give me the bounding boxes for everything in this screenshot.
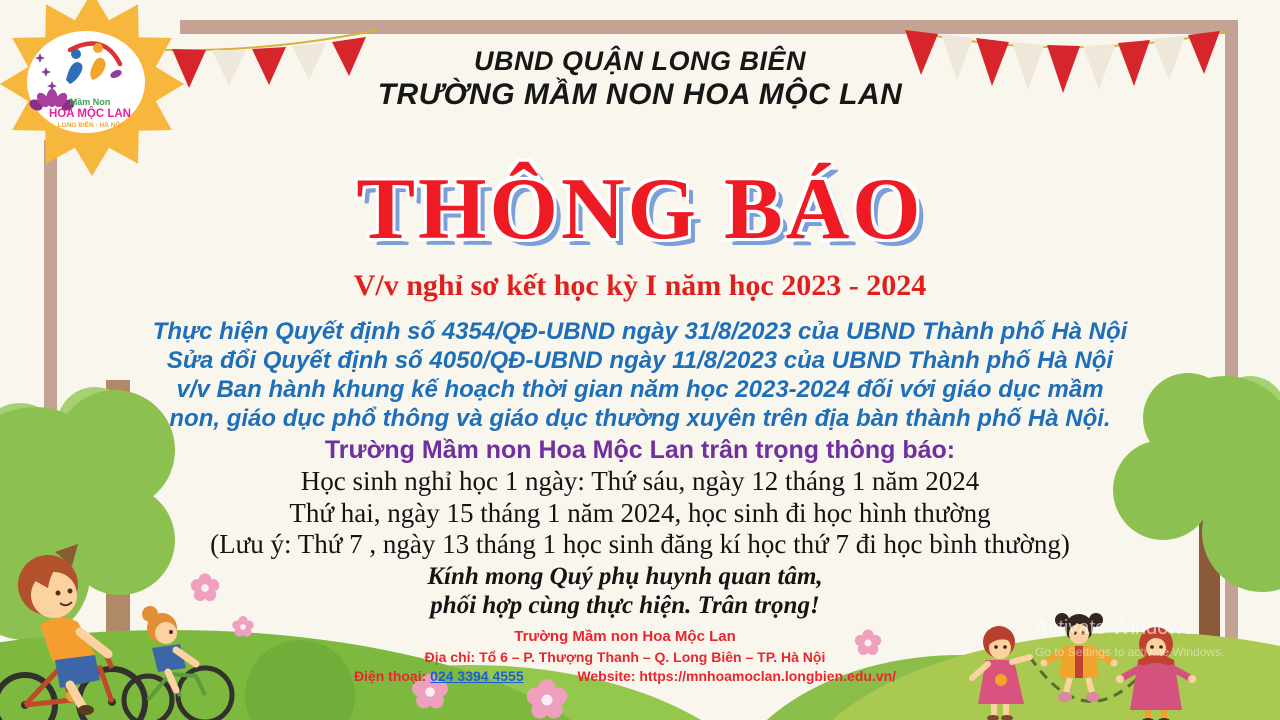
footer-school-name: Trường Mầm non Hoa Mộc Lan	[514, 628, 736, 645]
legal-basis-line-4: non, giáo dục phổ thông và giáo dục thường xuyên trên địa bàn thành phố Hà Nội.	[169, 405, 1111, 432]
logo-text-name: HOA MỘC LAN	[49, 108, 131, 120]
notice-subject: V/v nghỉ sơ kết học kỳ I năm học 2023 - 2024	[353, 269, 927, 302]
footer-phone-label: Điện thoại:	[353, 668, 427, 684]
announcement-line-3: (Lưu ý: Thứ 7 , ngày 13 tháng 1 học sinh đăng kí học thứ 7 đi học bình thường)	[210, 529, 1070, 559]
header-school-name: TRƯỜNG MẦM NON HOA MỘC LAN	[377, 78, 903, 111]
closing-line-2: phối hợp cùng thực hiện. Trân trọng!	[430, 592, 820, 619]
announcement-line-2: Thứ hai, ngày 15 tháng 1 năm 2024, học sinh đi học hình thường	[289, 498, 991, 528]
watermark-subtitle: Go to Settings to activate Windows.	[1035, 645, 1225, 659]
logo-text-sub: LONG BIÊN - HÀ NỘI	[57, 122, 123, 129]
header-org-name: UBND QUẬN LONG BIÊN	[474, 46, 806, 76]
footer-address: Địa chỉ: Tổ 6 – P. Thượng Thanh – Q. Long Biên – TP. Hà Nội	[424, 649, 826, 665]
logo-text-top: Mầm Non	[69, 97, 111, 107]
footer-website-link[interactable]: https://mnhoamoclan.longbien.edu.vn/	[639, 668, 897, 684]
watermark-title: Activate Windows	[1035, 617, 1193, 639]
footer-website-label: Website:	[577, 668, 636, 684]
notice-title: THÔNG BÁO	[356, 161, 924, 258]
closing-line-1: Kính mong Quý phụ huynh quan tâm,	[427, 563, 823, 590]
legal-basis-line-2: Sửa đổi Quyết định số 4050/QĐ-UBND ngày 11/8/2023 của UBND Thành phố Hà Nội	[166, 347, 1114, 374]
announcement-intro: Trường Mầm non Hoa Mộc Lan trân trọng thông báo:	[324, 436, 956, 464]
activate-windows-watermark	[1035, 618, 1224, 658]
announcement-line-1: Học sinh nghỉ học 1 ngày: Thứ sáu, ngày 12 tháng 1 năm 2024	[300, 466, 980, 496]
legal-basis-line-1: Thực hiện Quyết định số 4354/QĐ-UBND ngày 31/8/2023 của UBND Thành phố Hà Nội	[152, 318, 1128, 345]
legal-basis-line-3: v/v Ban hành khung kế hoạch thời gian năm học 2023-2024 đối với giáo dục mầm	[176, 376, 1104, 403]
footer-contacts	[0, 668, 1250, 684]
footer-phone-link[interactable]: 024 3394 4555	[430, 668, 524, 684]
